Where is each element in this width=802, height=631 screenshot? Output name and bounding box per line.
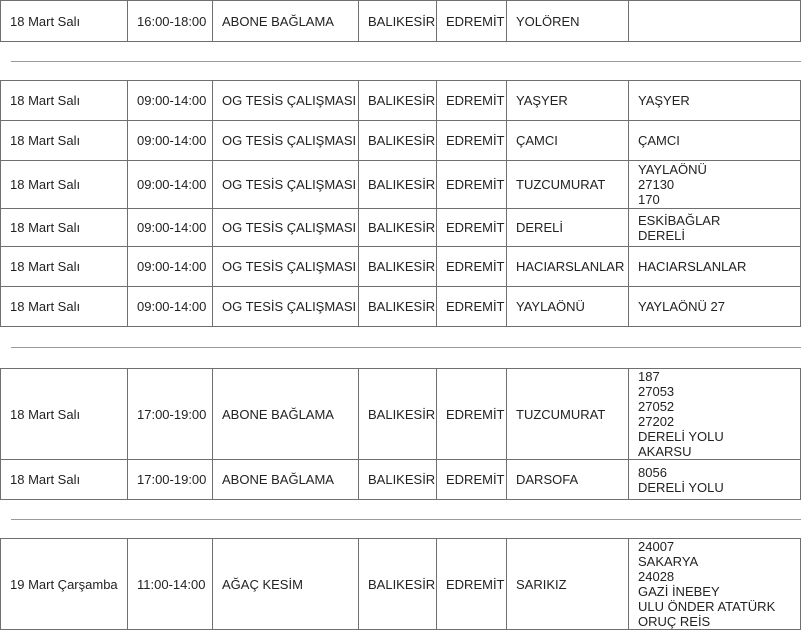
neighborhood-cell: HACIARSLANLAR: [507, 247, 629, 287]
affected-area: 24028: [638, 569, 675, 584]
affected-areas-cell: [629, 209, 801, 247]
city-cell: BALIKESİR: [359, 287, 437, 327]
work-type-cell: AĞAÇ KESİM: [213, 539, 359, 630]
time-cell: 16:00-18:00: [128, 1, 213, 42]
affected-area: 187: [638, 369, 660, 384]
table-row: [1, 460, 801, 500]
time-cell: 09:00-14:00: [128, 247, 213, 287]
date-cell: 18 Mart Salı: [1, 460, 128, 500]
affected-area: AKARSU: [638, 444, 692, 459]
group-separator: [1, 327, 801, 369]
time-cell: 17:00-19:00: [128, 369, 213, 460]
city-cell: BALIKESİR: [359, 460, 437, 500]
work-type-cell: OG TESİS ÇALIŞMASI: [213, 161, 359, 209]
table-row: [1, 287, 801, 327]
affected-area: YAYLAÖNÜ: [638, 162, 707, 177]
affected-area: SAKARYA: [638, 554, 699, 569]
table-row: [1, 81, 801, 121]
date-cell: 18 Mart Salı: [1, 81, 128, 121]
city-cell: BALIKESİR: [359, 161, 437, 209]
affected-area: 24007: [638, 539, 675, 554]
affected-area: GAZİ İNEBEY: [638, 584, 720, 599]
time-cell: 09:00-14:00: [128, 287, 213, 327]
neighborhood-cell: YAYLAÖNÜ: [507, 287, 629, 327]
date-cell: 18 Mart Salı: [1, 121, 128, 161]
date-cell: 18 Mart Salı: [1, 209, 128, 247]
affected-area: ORUÇ REİS: [638, 614, 711, 629]
group-separator: [1, 500, 801, 539]
table-row: [1, 539, 801, 630]
date-cell: 18 Mart Salı: [1, 287, 128, 327]
district-cell: EDREMİT: [437, 1, 507, 42]
group-separator: [1, 42, 801, 81]
affected-area: 27053: [638, 384, 675, 399]
affected-area: 27052: [638, 399, 675, 414]
district-cell: EDREMİT: [437, 121, 507, 161]
date-cell: 18 Mart Salı: [1, 369, 128, 460]
date-cell: 18 Mart Salı: [1, 247, 128, 287]
affected-area: ULU ÖNDER ATATÜRK: [638, 599, 776, 614]
affected-area: HACIARSLANLAR: [638, 259, 747, 274]
affected-area: YAŞYER: [638, 93, 690, 108]
neighborhood-cell: DERELİ: [507, 209, 629, 247]
work-type-cell: ABONE BAĞLAMA: [213, 460, 359, 500]
work-type-cell: ABONE BAĞLAMA: [213, 1, 359, 42]
table-row: [1, 161, 801, 209]
affected-area: DERELİ YOLU: [638, 479, 724, 495]
city-cell: BALIKESİR: [359, 121, 437, 161]
neighborhood-cell: TUZCUMURAT: [507, 161, 629, 209]
separator-cell: [1, 42, 801, 81]
neighborhood-cell: YOLÖREN: [507, 1, 629, 42]
affected-areas-cell: [629, 369, 801, 460]
table-row: [1, 247, 801, 287]
work-type-cell: OG TESİS ÇALIŞMASI: [213, 81, 359, 121]
separator-cell: [1, 500, 801, 539]
affected-area: 8056: [638, 464, 667, 480]
affected-areas-cell: [629, 161, 801, 209]
neighborhood-cell: TUZCUMURAT: [507, 369, 629, 460]
affected-area: DERELİ: [638, 227, 685, 243]
time-cell: 11:00-14:00: [128, 539, 213, 630]
city-cell: BALIKESİR: [359, 369, 437, 460]
table-row: [1, 209, 801, 247]
affected-area: 27130: [638, 177, 675, 192]
date-cell: 19 Mart Çarşamba: [1, 539, 128, 630]
affected-areas-cell: [629, 1, 801, 42]
work-type-cell: OG TESİS ÇALIŞMASI: [213, 209, 359, 247]
neighborhood-cell: SARIKIZ: [507, 539, 629, 630]
district-cell: EDREMİT: [437, 161, 507, 209]
district-cell: EDREMİT: [437, 81, 507, 121]
time-cell: 09:00-14:00: [128, 161, 213, 209]
city-cell: BALIKESİR: [359, 1, 437, 42]
district-cell: EDREMİT: [437, 539, 507, 630]
table-row: [1, 369, 801, 460]
work-type-cell: ABONE BAĞLAMA: [213, 369, 359, 460]
district-cell: EDREMİT: [437, 369, 507, 460]
neighborhood-cell: DARSOFA: [507, 460, 629, 500]
district-cell: EDREMİT: [437, 287, 507, 327]
city-cell: BALIKESİR: [359, 247, 437, 287]
affected-area: ESKİBAĞLAR: [638, 212, 721, 228]
separator-line: [11, 519, 801, 520]
separator-line: [11, 61, 801, 62]
table-row: [1, 121, 801, 161]
separator-cell: [1, 327, 801, 369]
time-cell: 17:00-19:00: [128, 460, 213, 500]
affected-areas-cell: [629, 460, 801, 500]
city-cell: BALIKESİR: [359, 209, 437, 247]
affected-area: DERELİ YOLU: [638, 429, 724, 444]
work-type-cell: OG TESİS ÇALIŞMASI: [213, 247, 359, 287]
affected-areas-cell: [629, 121, 801, 161]
neighborhood-cell: ÇAMCI: [507, 121, 629, 161]
date-cell: 18 Mart Salı: [1, 1, 128, 42]
affected-areas-cell: [629, 287, 801, 327]
district-cell: EDREMİT: [437, 460, 507, 500]
separator-line: [11, 347, 801, 348]
time-cell: 09:00-14:00: [128, 81, 213, 121]
date-cell: 18 Mart Salı: [1, 161, 128, 209]
time-cell: 09:00-14:00: [128, 209, 213, 247]
affected-area: ÇAMCI: [638, 133, 680, 148]
district-cell: EDREMİT: [437, 209, 507, 247]
district-cell: EDREMİT: [437, 247, 507, 287]
affected-area: 27202: [638, 414, 675, 429]
affected-area: YAYLAÖNÜ 27: [638, 299, 725, 314]
affected-areas-cell: [629, 539, 801, 630]
affected-areas-cell: [629, 81, 801, 121]
city-cell: BALIKESİR: [359, 539, 437, 630]
neighborhood-cell: YAŞYER: [507, 81, 629, 121]
city-cell: BALIKESİR: [359, 81, 437, 121]
affected-area: 170: [638, 192, 660, 207]
affected-areas-cell: [629, 247, 801, 287]
table-row: [1, 1, 801, 42]
work-type-cell: OG TESİS ÇALIŞMASI: [213, 287, 359, 327]
time-cell: 09:00-14:00: [128, 121, 213, 161]
work-type-cell: OG TESİS ÇALIŞMASI: [213, 121, 359, 161]
